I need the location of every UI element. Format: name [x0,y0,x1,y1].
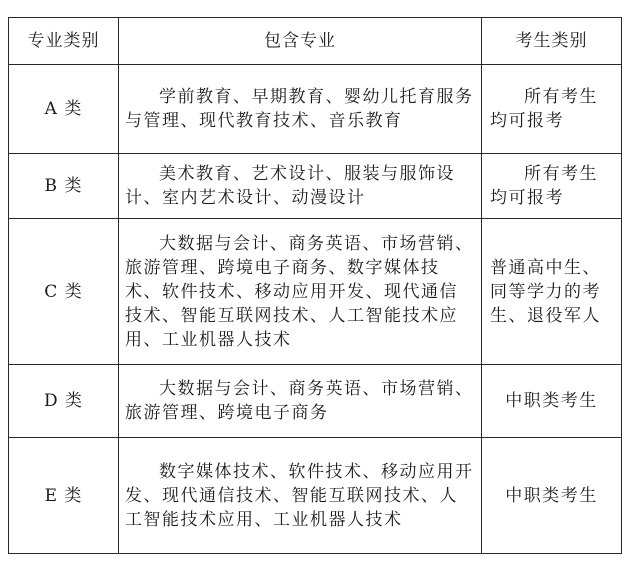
row-eligible-cell [482,154,622,219]
row-category: D 类 [9,365,119,438]
header-eligible: 考生类别 [482,18,622,65]
majors-table [8,17,622,554]
row-majors: 大数据与会计、商务英语、市场营销、旅游管理、跨境电子商务、数字媒体技术、软件技术、移动应用开发、现代通信技术、智能互联网技术、人工智能技术应用、工业机器人技术 [125,233,474,350]
row-eligible: 所有考生均可报考 [490,87,598,131]
row-eligible-cell [482,438,622,554]
row-majors: 学前教育、早期教育、婴幼儿托育服务与管理、现代教育技术、音乐教育 [125,87,474,131]
table-row [9,365,622,438]
row-category: C 类 [9,219,119,365]
row-eligible-cell [482,219,622,365]
header-majors: 包含专业 [119,18,482,65]
row-category: A 类 [9,65,119,154]
row-majors-cell [119,154,482,219]
row-majors: 数字媒体技术、软件技术、移动应用开发、现代通信技术、智能互联网技术、人工智能技术应用、工业机器人技术 [125,461,474,530]
header-category: 专业类别 [9,18,119,65]
table-row [9,154,622,219]
row-eligible: 普通高中生、同等学力的考生、退役军人 [490,257,601,326]
table-row [9,219,622,365]
row-majors: 大数据与会计、商务英语、市场营销、旅游管理、跨境电子商务 [125,379,474,423]
row-eligible-cell [482,365,622,438]
row-category: B 类 [9,154,119,219]
table-header-row [9,18,622,65]
row-majors-cell [119,365,482,438]
row-majors-cell [119,65,482,154]
row-majors: 美术教育、艺术设计、服装与服饰设计、室内艺术设计、动漫设计 [125,164,455,208]
row-category: E 类 [9,438,119,554]
table-row [9,65,622,154]
row-eligible: 中职类考生 [505,485,598,506]
row-eligible-cell [482,65,622,154]
row-majors-cell [119,438,482,554]
row-eligible: 中职类考生 [505,391,598,411]
row-majors-cell [119,219,482,365]
row-eligible: 所有考生均可报考 [490,164,598,208]
table-row [9,438,622,554]
